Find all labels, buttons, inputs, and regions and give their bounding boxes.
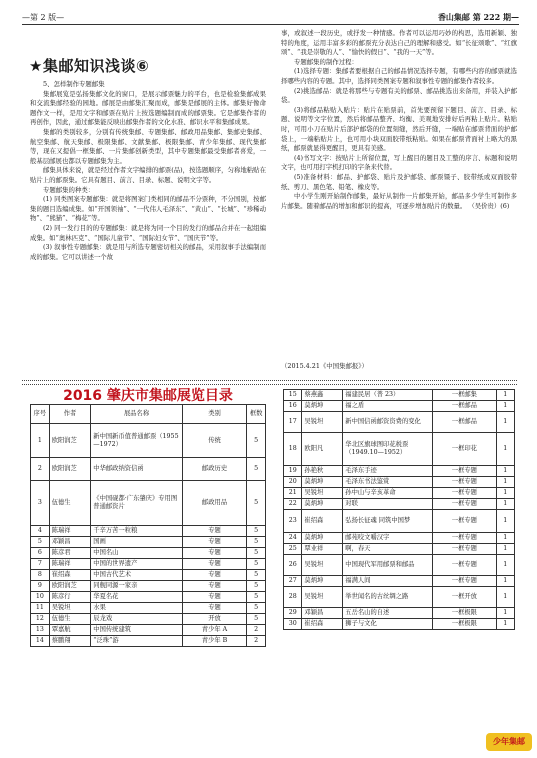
table-cell: 欧阳凡: [302, 433, 343, 466]
article-left-column: [30, 80, 266, 372]
table-cell: 13: [31, 625, 50, 636]
table-row: [31, 636, 266, 647]
article-paragraph: 集邮展览是弘扬集邮文化的窗口，是展示邮票魅力的平台，也是检验集邮成果和交流集邮经验的园地。邮展是由邮集汇聚而成，邮集是邮展的主体。邮集好像命题作文一样，是用文字和邮票在贴片上按选题编制而成的邮票集。它是邮集作者的再创作，因此，通过邮集能反映出邮集作者的文化水准、邮识水平和集邮成果。: [30, 89, 266, 127]
table-cell: 一框专题: [433, 488, 496, 499]
table-cell: 陈瑞祥: [49, 526, 91, 537]
table-cell: 一框开放: [433, 587, 496, 608]
table-cell: 一框专题: [433, 510, 496, 533]
table-cell: 25: [284, 544, 302, 555]
table-cell: 一框极限: [433, 608, 496, 619]
table-cell: 举世闻名的古丝绸之路: [343, 587, 433, 608]
table-cell: 7: [31, 559, 50, 570]
table-cell: 中国现代军用邮票和邮品: [343, 555, 433, 576]
table-cell: 专题: [182, 570, 246, 581]
table-row: [31, 526, 266, 537]
table-cell: 一框邮集: [433, 390, 496, 401]
table-cell: 毛泽东手迹: [343, 466, 433, 477]
table-cell: 1: [496, 555, 514, 576]
table-cell: 27: [284, 576, 302, 587]
table-cell: 邓颖昌: [49, 537, 91, 548]
table-cell: 水果: [91, 603, 183, 614]
table-cell: 莫炳坤: [302, 477, 343, 488]
table-cell: 福建民居（普 23）: [343, 390, 433, 401]
table-cell: 10: [31, 592, 50, 603]
table-cell: 中国名山: [91, 548, 183, 559]
table-row: [31, 570, 266, 581]
article-title: ★集邮知识浅谈⑥: [29, 57, 150, 75]
table-cell: 一框专题: [433, 555, 496, 576]
table-cell: 吴锐坦: [49, 603, 91, 614]
table-cell: 辰龙戏: [91, 614, 183, 625]
table-cell: 欧阳润芝: [49, 581, 91, 592]
table-row: [284, 412, 515, 433]
table-cell: 覃业祥: [302, 544, 343, 555]
table-cell: 陈彦君: [49, 548, 91, 559]
table-cell: 专题: [182, 581, 246, 592]
article-paragraph: 5、怎样制作专题邮集: [43, 80, 105, 88]
article-paragraph: 邮集具体来说，就是经过作者文字编排的邮票(品)，按选题顺序，匀称地粘贴在贴片上的邮票集。它具有题目、前言、目录、标题、说明文字等。: [30, 166, 266, 184]
table-cell: 1: [496, 488, 514, 499]
article-paragraph: 集邮的类别较多，分别有传统集邮、专题集邮、邮政用品集邮、集邮史集邮、航空集邮、航天集邮、极限集邮、文献集邮、极限集邮、青少年集邮、现代集邮等，现在又提倡一框集邮、一片集邮创新类型，其中专题集邮最受集邮者喜爱，一般基层邮展也都以专题邮集为主。: [30, 127, 266, 165]
table-cell: 华北区旗球图印花税票（1949.10—1952）: [343, 433, 433, 466]
table-row: [31, 592, 266, 603]
table-cell: 1: [496, 477, 514, 488]
table-cell: 9: [31, 581, 50, 592]
article-paragraph: (3)将邮品粘贴入贴片：贴片在贴票前，首先要预留下题目、前言、目录、标题、说明等文字位置，然后将邮品整齐、均衡、美观地安排好后再粘上贴片。粘贴时，可用小刀在贴片后部护邮袋的位置刻缝，然后开缝，一端贴在邮票背面的护邮袋上，一端粘贴片上，也可用小块双面胶带纸粘贴。如果在邮票背面衬上略大的黑纸，邮票就显得更醒目，更具有美感。: [281, 105, 517, 153]
article-paragraph: (2) 同一发行目的的专题邮集：就是将为同一个目的发行的邮品合并在一起组编成集。如“奥林匹克”、“国际儿童节”、“国际妇女节”、“国庆节”等。: [30, 223, 266, 242]
table-cell: 14: [31, 636, 50, 647]
table-row: [284, 555, 515, 576]
table-cell: 5: [247, 481, 266, 526]
table-cell: 邮政用品: [182, 481, 246, 526]
table-cell: 中国传统建筑: [91, 625, 183, 636]
article-paragraph: 专题邮集的种类：: [43, 185, 95, 194]
table-cell: 1: [496, 433, 514, 466]
table-cell: 17: [284, 412, 302, 433]
youth-philately-logo: 少年集邮: [486, 733, 532, 751]
table-cell: 专题: [182, 526, 246, 537]
table-cell: 5: [247, 603, 266, 614]
table-cell: 1: [496, 619, 514, 630]
table-cell: 伍德生: [49, 481, 91, 526]
table-cell: 1: [496, 533, 514, 544]
table-cell: 莫炳坤: [302, 401, 343, 412]
table-cell: 传统: [182, 424, 246, 458]
table-header-cell: 类别: [182, 405, 246, 424]
table-cell: 一框专题: [433, 533, 496, 544]
article-right-column: [281, 29, 517, 374]
table-cell: 《中国砚都·广东肇庆》专用图普通邮资片: [91, 481, 183, 526]
table-header-row: [31, 405, 266, 424]
issue-label: 香山集邮 第 222 期—: [437, 12, 519, 22]
table-cell: 16: [284, 401, 302, 412]
table-row: [284, 587, 515, 608]
table-cell: 莫炳坤: [302, 533, 343, 544]
table-cell: 邮政历史: [182, 458, 246, 481]
table-header-cell: 展品名称: [91, 405, 183, 424]
table-cell: 5: [247, 559, 266, 570]
table-cell: 8: [31, 570, 50, 581]
table-cell: 19: [284, 466, 302, 477]
table-cell: 中华邮政纳资信函: [91, 458, 183, 481]
table-cell: 1: [496, 390, 514, 401]
table-row: [31, 559, 266, 570]
article-paragraph: (2)挑选邮品：就是将那些与专题有关的邮票、邮品挑选出来备用，并装入护邮袋。: [281, 86, 517, 105]
table-cell: 5: [247, 570, 266, 581]
table-cell: 啊，春天: [343, 544, 433, 555]
table-cell: 崔绍森: [302, 510, 343, 533]
exhibition-table-left: [30, 404, 266, 647]
table-cell: 5: [247, 526, 266, 537]
table-cell: 同舰同源一家亲: [91, 581, 183, 592]
exhibition-title: 2016 肇庆市集邮展览目录: [63, 388, 233, 404]
table-cell: 一框专题: [433, 466, 496, 477]
table-row: [31, 537, 266, 548]
header-rule: [22, 24, 519, 25]
table-cell: 崔绍森: [49, 570, 91, 581]
table-row: [284, 510, 515, 533]
table-row: [284, 433, 515, 466]
table-row: [284, 401, 515, 412]
table-cell: 2: [247, 625, 266, 636]
article-paragraph: (5)准备材料：邮品、护邮袋、贴片及护邮袋、邮票镊子、胶带纸或双面胶带纸、剪刀、黑色笔、铅笔、橡皮等。: [281, 172, 517, 191]
table-cell: 孙艳秋: [302, 466, 343, 477]
table-cell: 11: [31, 603, 50, 614]
table-row: [31, 458, 266, 481]
table-cell: 对联: [343, 499, 433, 510]
table-cell: 15: [284, 390, 302, 401]
table-cell: 5: [247, 614, 266, 625]
table-cell: 蔡燕鑫: [302, 390, 343, 401]
table-cell: 1: [496, 401, 514, 412]
table-cell: 1: [31, 424, 50, 458]
table-cell: 23: [284, 510, 302, 533]
table-cell: 福满人间: [343, 576, 433, 587]
table-row: [284, 619, 515, 630]
table-row: [31, 614, 266, 625]
table-cell: 一框印花: [433, 433, 496, 466]
table-cell: 弘扬长征魂 同筑中国梦: [343, 510, 433, 533]
table-cell: 一框专题: [433, 477, 496, 488]
table-cell: 青少年 A: [182, 625, 246, 636]
table-cell: 5: [247, 581, 266, 592]
table-cell: 毛泽东书法鉴赏: [343, 477, 433, 488]
page-number: —第 2 版—: [22, 13, 65, 22]
table-cell: 中国的世界遗产: [91, 559, 183, 570]
table-cell: 5: [247, 592, 266, 603]
table-cell: 29: [284, 608, 302, 619]
table-row: [31, 625, 266, 636]
table-cell: 12: [31, 614, 50, 625]
table-cell: 24: [284, 533, 302, 544]
table-row: [31, 424, 266, 458]
table-cell: 一框邮品: [433, 401, 496, 412]
table-header-cell: 作者: [49, 405, 91, 424]
table-cell: 20: [284, 477, 302, 488]
table-cell: 吴锐坦: [302, 412, 343, 433]
table-cell: “泛珠”游: [91, 636, 183, 647]
table-cell: 一框专题: [433, 499, 496, 510]
table-cell: 专题: [182, 592, 246, 603]
table-cell: 吴锐坦: [302, 587, 343, 608]
table-cell: 1: [496, 499, 514, 510]
table-cell: 2: [31, 458, 50, 481]
table-cell: 中国古代艺术: [91, 570, 183, 581]
table-cell: 一框专题: [433, 576, 496, 587]
table-cell: 专题: [182, 559, 246, 570]
table-cell: 专题: [182, 537, 246, 548]
table-cell: 邓颖昌: [302, 608, 343, 619]
article-paragraph: 中小学生刚开始制作邮集，最好从制作一片邮集开始，邮品多少学生可制作多片邮集。随着邮品的增加和邮识的提高，可逐步增加贴片的数量。 （吴价贵）(6): [281, 192, 517, 210]
table-row: [284, 499, 515, 510]
table-cell: 莫炳坤: [302, 576, 343, 587]
table-cell: 莫炳坤: [302, 499, 343, 510]
table-cell: 一框极限: [433, 619, 496, 630]
table-cell: 2: [247, 636, 266, 647]
table-cell: 千辛万苦一粒粮: [91, 526, 183, 537]
table-row: [284, 533, 515, 544]
table-cell: 18: [284, 433, 302, 466]
table-cell: 1: [496, 510, 514, 533]
table-cell: 陈彦行: [49, 592, 91, 603]
table-cell: 欧阳润芝: [49, 424, 91, 458]
table-cell: 覃嘉航: [49, 625, 91, 636]
table-cell: 专题: [182, 548, 246, 559]
table-row: [284, 576, 515, 587]
table-cell: 新中国信函邮资资费的变化: [343, 412, 433, 433]
table-cell: 5: [31, 537, 50, 548]
table-cell: 欧阳润芝: [49, 458, 91, 481]
source-note: （2015.4.21《中国集邮报》）: [281, 362, 368, 370]
table-cell: 国画: [91, 537, 183, 548]
page-header: [22, 12, 519, 24]
article-paragraph: (3) 叙事性专题邮集：就是用与所选专题密切相关的邮品，采用叙事手法编制而成的邮集。它可以讲述一个故: [30, 243, 266, 261]
exhibition-table-right: [283, 389, 515, 630]
table-row: [284, 477, 515, 488]
table-cell: 一框专题: [433, 544, 496, 555]
table-cell: 5: [247, 424, 266, 458]
table-cell: 3: [31, 481, 50, 526]
table-cell: 狮子与文化: [343, 619, 433, 630]
table-row: [31, 603, 266, 614]
table-cell: 一框邮品: [433, 412, 496, 433]
table-row: [31, 581, 266, 592]
table-header-cell: 框数: [247, 405, 266, 424]
table-cell: 1: [496, 466, 514, 477]
table-cell: 崔绍森: [302, 619, 343, 630]
table-cell: 邮苑咬文嚼汉字: [343, 533, 433, 544]
table-cell: 伍德生: [49, 614, 91, 625]
table-cell: 吴锐坦: [302, 488, 343, 499]
table-cell: 开放: [182, 614, 246, 625]
table-cell: 28: [284, 587, 302, 608]
table-cell: 福之盾: [343, 401, 433, 412]
table-cell: 26: [284, 555, 302, 576]
table-cell: 1: [496, 608, 514, 619]
table-cell: 30: [284, 619, 302, 630]
table-cell: 陈瑞祥: [49, 559, 91, 570]
article-paragraph: (1)选择专题：集邮者要根据自己的邮品情况选择专题，有哪些内容的邮票就选择哪些内容的专题。其中，选择同类图案专题和叙事性专题的邮集作者较多。: [281, 67, 517, 85]
table-cell: 孙中山与辛亥革命: [343, 488, 433, 499]
table-row: [284, 544, 515, 555]
table-cell: 1: [496, 587, 514, 608]
table-cell: 5: [247, 458, 266, 481]
table-cell: 1: [496, 412, 514, 433]
table-row: [31, 481, 266, 526]
table-cell: 1: [496, 576, 514, 587]
table-cell: 新中国新币值普通邮票（1955—1972）: [91, 424, 183, 458]
table-row: [284, 608, 515, 619]
article-paragraph: 事，或叙述一段历史，或抒发一种情感。作者可以运用巧妙的构思，选用新颖、独特的角度，运用丰富多彩的邮票充分表达自己的理解和感受。如“长征颂歌”、“红旗颂”、“我是崇敬的人”、“愉快的假日”、“我的一天”等。: [281, 29, 517, 57]
table-row: [284, 390, 515, 401]
table-cell: 4: [31, 526, 50, 537]
table-cell: 5: [247, 537, 266, 548]
article-paragraph: (1) 同类图案专题邮集：就是将图案门类相同的邮品不分票种，不分国别，按邮集的题目选编成集。如“开国领袖”、“一代伟人毛泽东”、“黄山”、“长城”、“珍稀动物”、“熊猫”、“梅花”等。: [30, 195, 266, 223]
table-cell: 专题: [182, 603, 246, 614]
table-cell: 五岳名山的自述: [343, 608, 433, 619]
table-cell: 6: [31, 548, 50, 559]
table-cell: 1: [496, 544, 514, 555]
table-cell: 21: [284, 488, 302, 499]
table-cell: 22: [284, 499, 302, 510]
table-row: [284, 488, 515, 499]
table-header-cell: 序号: [31, 405, 50, 424]
table-cell: 蔡鹏翔: [49, 636, 91, 647]
table-cell: 5: [247, 548, 266, 559]
table-cell: 青少年 B: [182, 636, 246, 647]
table-row: [31, 548, 266, 559]
article-paragraph: 专题邮集的制作过程：: [294, 57, 358, 66]
table-cell: 吴锐坦: [302, 555, 343, 576]
article-paragraph: (4)书写文字：按贴片上所留位置，写上醒目的题目及工整的序言、标题和说明文字，也可用打字机打印的字条来代替。: [281, 153, 517, 172]
table-cell: 华夏名花: [91, 592, 183, 603]
table-row: [284, 466, 515, 477]
